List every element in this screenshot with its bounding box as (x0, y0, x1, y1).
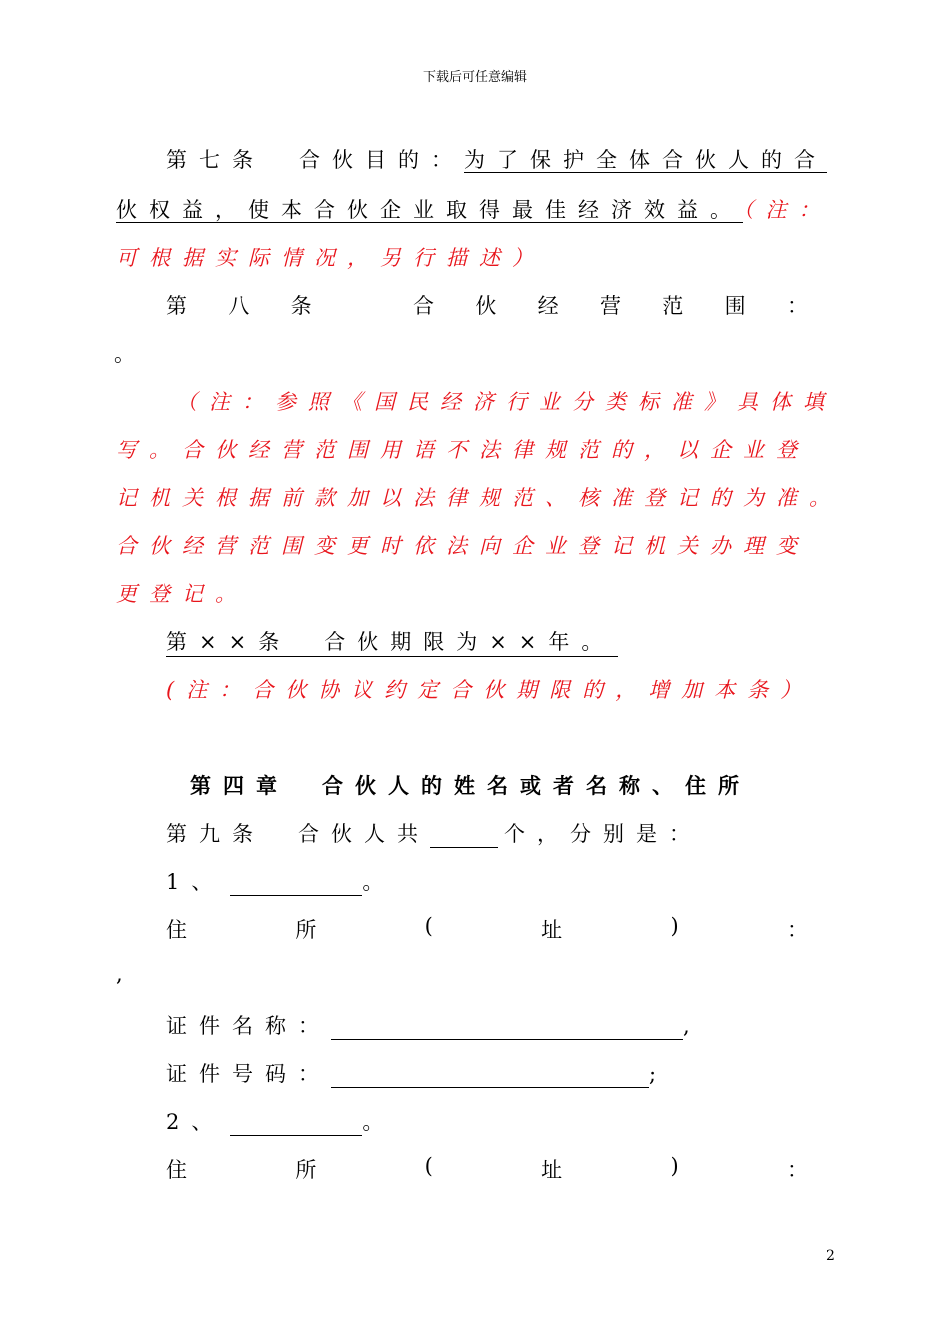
article-8-note-line-1: （注：参照《国民经济行业分类标准》具体填 (176, 390, 836, 414)
article-7-note-line-2: 可根据实际情况，另行描述） (116, 246, 545, 270)
article-7-body-2: 伙权益，使本合伙企业取得最佳经济效益。 (116, 198, 743, 222)
partner-1-id-number-blank (331, 1065, 649, 1088)
partner-2-address-line: 住 所 ( 址 ) ： (166, 1154, 808, 1182)
article-8-note-line-4: 合伙经营范围变更时依法向企业登记机关办理变 (116, 534, 809, 558)
partner-1-id-number-line: 证件号码： ; (166, 1062, 669, 1086)
partner-1-line: 1、 。 (166, 870, 396, 894)
article-8-note-line-2: 写。合伙经营范围用语不法律规范的，以企业登 (116, 438, 809, 462)
partner-1-address-line: 住 所 ( 址 ) ： (166, 914, 808, 942)
page-header: 下载后可任意编辑 (422, 70, 527, 85)
partner-1-address-end: , (116, 962, 123, 986)
article-8-end-mark: 。 (114, 342, 147, 366)
article-xx-text: 第××条 合伙期限为××年。 (166, 626, 618, 657)
article-8-line: 第 八 条 合 伙 经 营 范 围 ： (166, 294, 808, 318)
article-8-note-line-3: 记机关根据前款加以法律规范、核准登记的为准。 (116, 486, 842, 510)
article-7-note-start: （注： (743, 198, 832, 222)
article-7-label: 第七条 (166, 148, 265, 172)
article-xx-note: (注：合伙协议约定合伙期限的，增加本条） (166, 678, 814, 702)
article-7-line-2 (116, 194, 832, 224)
partner-1-id-name-line: 证件名称： , (166, 1014, 702, 1038)
article-8-note-line-5: 更登记。 (116, 582, 248, 606)
article-9-line: 第九条 合伙人共 个，分别是： (166, 822, 702, 846)
partner-2-line: 2、 。 (166, 1110, 396, 1134)
partner-1-id-name-blank (331, 1017, 683, 1040)
article-7-line-1 (166, 144, 827, 174)
article-7-body-1: 为了保护全体合伙人的合 (464, 148, 827, 172)
article-7-title: 合伙目的： (299, 148, 464, 172)
chapter-4-title: 第四章 合伙人的姓名或者名称、住所 (190, 774, 751, 798)
partner-1-name-blank (230, 873, 362, 896)
partner-2-name-blank (230, 1113, 362, 1136)
page-number: 2 (826, 1248, 835, 1264)
partner-count-blank (430, 825, 498, 848)
